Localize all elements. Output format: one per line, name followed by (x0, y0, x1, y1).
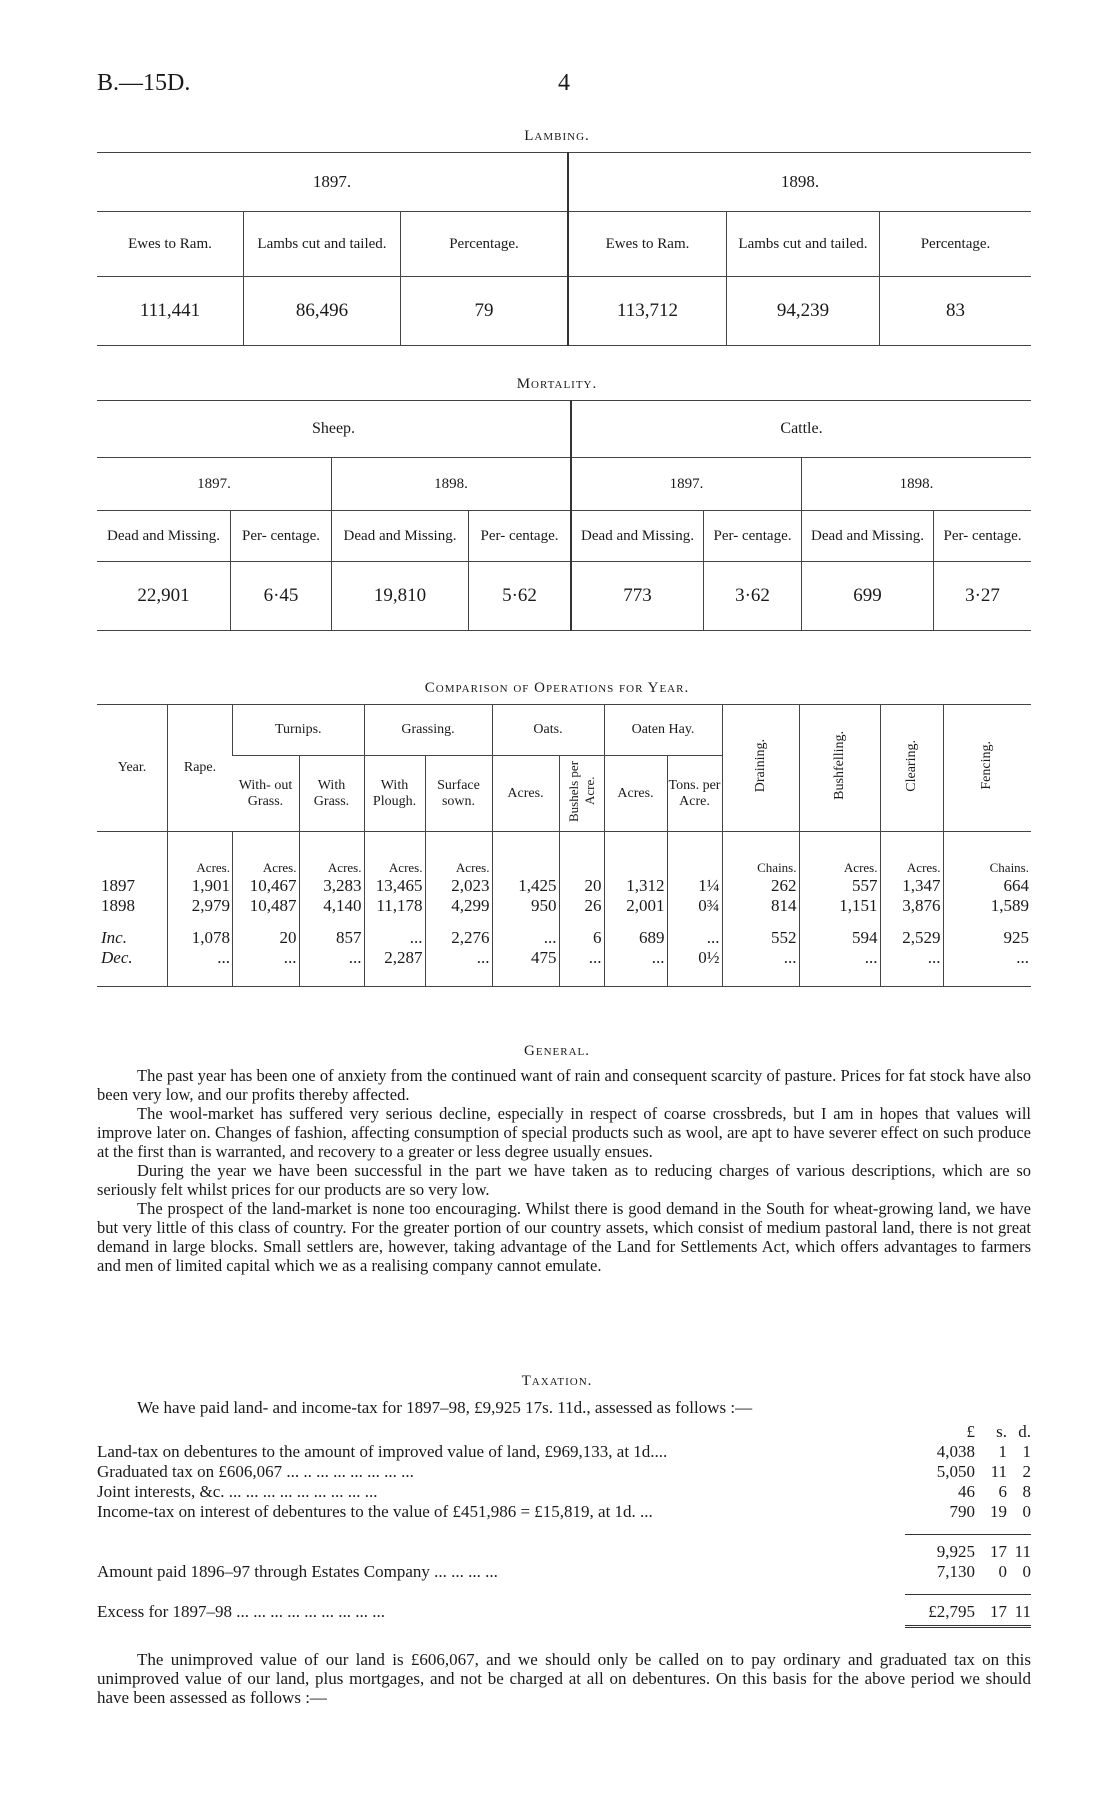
paragraph: During the year we have been successful in the part we have taken as to reducing charges of various descriptions, which are so seriously felt whilst prices for our products are so very low. (97, 1161, 1031, 1199)
lambing-cell: 111,441 (97, 277, 244, 346)
col-pounds: £ (966, 1422, 975, 1441)
col-with-grass: With Grass. (299, 756, 364, 832)
col-pence: d. (1018, 1422, 1031, 1441)
comparison-table (97, 704, 1031, 987)
tax-line: Joint interests, &c. ... ... ... ... ... ... ... ... ... 46 6 8 (97, 1482, 1031, 1501)
tax-paid: Amount paid 1896–97 through Estates Company ... ... ... ... 7,130 0 0 (97, 1562, 1031, 1581)
mortality-year: 1898. (332, 458, 572, 511)
divider (905, 1534, 1031, 1535)
mortality-title: Mortality. (516, 376, 598, 392)
paragraph: The wool-market has suffered very serious decline, especially in respect of coarse crossbreds, but I am in hopes that values will improve later on. Changes of fashion, affecting consumption of special products such as wool, are apt to have severer effect on such produce at the first than is warranted, and recovery to a greater or less degree usually ensues. (97, 1104, 1031, 1161)
paragraph: The past year has been one of anxiety from the continued want of rain and consequent scarcity of pasture. Prices for fat stock have also been very low, and our profits thereby affected. (97, 1066, 1031, 1104)
mortality-cell: 5·62 (469, 562, 572, 631)
unit-label: Acres. (880, 832, 943, 877)
paragraph: The prospect of the land-market is none too encouraging. Whilst there is good demand in the South for wheat-growing land, we have but very little of this class of country. For the greater portion of our country assets, which consist of medium pastoral land, there is not great demand in large blocks. Small settlers are, however, taking advantage of the Land for Settlements Act, which offers advantages to farmers and men of limited capital which we as a realising company cannot emulate. (97, 1199, 1031, 1275)
lambing-year-1898: 1898. (568, 153, 1031, 212)
lambing-table (97, 152, 1031, 346)
col-without-grass: With- out Grass. (233, 756, 300, 832)
unit-label: Acres. (799, 832, 880, 877)
lambing-year-1897: 1897. (97, 153, 568, 212)
col-with-plough: With Plough. (364, 756, 425, 832)
table-row: 1897 1,901 10,467 3,283 13,465 2,023 1,425 20 1,312 1¼ 262 557 1,347 664 (101, 876, 1029, 895)
mortality-year: 1897. (571, 458, 802, 511)
page-number: 4 (558, 70, 570, 96)
table-row: Inc. 1,078 20 857 ... 2,276 ... 6 689 ... 552 594 2,529 925 (97, 916, 1031, 948)
tax-excess: Excess for 1897–98 ... ... ... ... ... ... ... ... ... £2,795 17 11 (97, 1602, 1031, 1621)
table-row: 1898 2,979 10,487 4,140 11,178 4,299 950 26 2,001 0¾ 814 1,151 3,876 1,589 (101, 896, 1029, 915)
col-bushfelling: Bushfelling. (799, 705, 880, 832)
unit-label: Acres. (364, 832, 425, 877)
col-dead-missing: Dead and Missing. (571, 511, 704, 562)
col-percentage: Per- centage. (704, 511, 802, 562)
col-dead-missing: Dead and Missing. (332, 511, 469, 562)
tax-line: Graduated tax on £606,067 ... .. ... ... ... ... ... ... 5,050 11 2 (97, 1462, 1031, 1481)
col-pct-1898: Percentage. (880, 212, 1032, 277)
unit-label: Acres. (425, 832, 492, 877)
mortality-group-cattle: Cattle. (571, 401, 1031, 458)
mortality-cell: 699 (802, 562, 934, 631)
col-ewes-1898: Ewes to Ram. (568, 212, 727, 277)
mortality-cell: 3·62 (704, 562, 802, 631)
col-lambs-1897: Lambs cut and tailed. (244, 212, 401, 277)
mortality-cell: 6·45 (231, 562, 332, 631)
mortality-cell: 773 (571, 562, 704, 631)
col-lambs-1898: Lambs cut and tailed. (727, 212, 880, 277)
general-title: General. (524, 1043, 590, 1059)
col-shillings: s. (996, 1422, 1007, 1441)
taxation-closing: The unimproved value of our land is £606,067, and we should only be called on to pay ordinary and graduated tax on this unimproved value of our land, plus mortgages, and not be charged at all on debentures. On this basis for the above period we should have been assessed as follows :— (97, 1650, 1031, 1707)
col-oats: Oats. (492, 705, 604, 756)
mortality-year: 1897. (97, 458, 332, 511)
mortality-table (97, 400, 1031, 631)
unit-label: Acres. (168, 832, 233, 877)
unit-label: Chains. (943, 832, 1031, 877)
col-draining: Draining. (722, 705, 799, 832)
col-dead-missing: Dead and Missing. (97, 511, 231, 562)
lambing-cell: 83 (880, 277, 1032, 346)
col-clearing: Clearing. (880, 705, 943, 832)
general-text (97, 1066, 1031, 1275)
col-turnips: Turnips. (233, 705, 365, 756)
col-percentage: Per- centage. (469, 511, 572, 562)
mortality-cell: 19,810 (332, 562, 469, 631)
page-reference: B.—15D. (97, 70, 191, 96)
col-oaten-hay: Oaten Hay. (604, 705, 722, 756)
lambing-cell: 79 (401, 277, 569, 346)
taxation-intro: We have paid land- and income-tax for 1897–98, £9,925 17s. 11d., assessed as follows :— (137, 1398, 753, 1417)
col-surface-sown: Surface sown. (425, 756, 492, 832)
lambing-title: Lambing. (524, 128, 590, 144)
col-hay-acres: Acres. (604, 756, 667, 832)
double-rule (905, 1625, 1031, 1631)
col-tons: Tons. per Acre. (667, 756, 722, 832)
lambing-cell: 113,712 (568, 277, 727, 346)
lambing-cell: 86,496 (244, 277, 401, 346)
mortality-year: 1898. (802, 458, 1032, 511)
unit-label: Acres. (299, 832, 364, 877)
divider (905, 1594, 1031, 1595)
mortality-cell: 3·27 (934, 562, 1032, 631)
col-pct-1897: Percentage. (401, 212, 569, 277)
col-fencing: Fencing. (943, 705, 1031, 832)
mortality-group-sheep: Sheep. (97, 401, 571, 458)
col-oats-acres: Acres. (492, 756, 559, 832)
unit-label: Acres. (233, 832, 300, 877)
col-rape: Rape. (168, 705, 233, 832)
mortality-cell: 22,901 (97, 562, 231, 631)
taxation-title: Taxation. (521, 1373, 593, 1389)
col-bushels: Bushels per Acre. (559, 756, 604, 832)
comparison-title: Comparison of Operations for Year. (424, 680, 690, 696)
tax-line: Land-tax on debentures to the amount of improved value of land, £969,133, at 1d.... 4,038 1 1 (97, 1442, 1031, 1461)
col-percentage: Per- centage. (934, 511, 1032, 562)
col-ewes-1897: Ewes to Ram. (97, 212, 244, 277)
unit-label: Chains. (722, 832, 799, 877)
tax-line: Income-tax on interest of debentures to the value of £451,986 = £15,819, at 1d. ... 790 19 0 (97, 1502, 1031, 1521)
table-row: Dec. ... ... ... 2,287 ... 475 ... ... 0½ ... ... ... ... (97, 948, 1031, 987)
col-grassing: Grassing. (364, 705, 492, 756)
tax-subtotal: 9,925 17 11 (936, 1542, 1031, 1561)
col-year: Year. (97, 705, 168, 832)
col-percentage: Per- centage. (231, 511, 332, 562)
lambing-cell: 94,239 (727, 277, 880, 346)
col-dead-missing: Dead and Missing. (802, 511, 934, 562)
